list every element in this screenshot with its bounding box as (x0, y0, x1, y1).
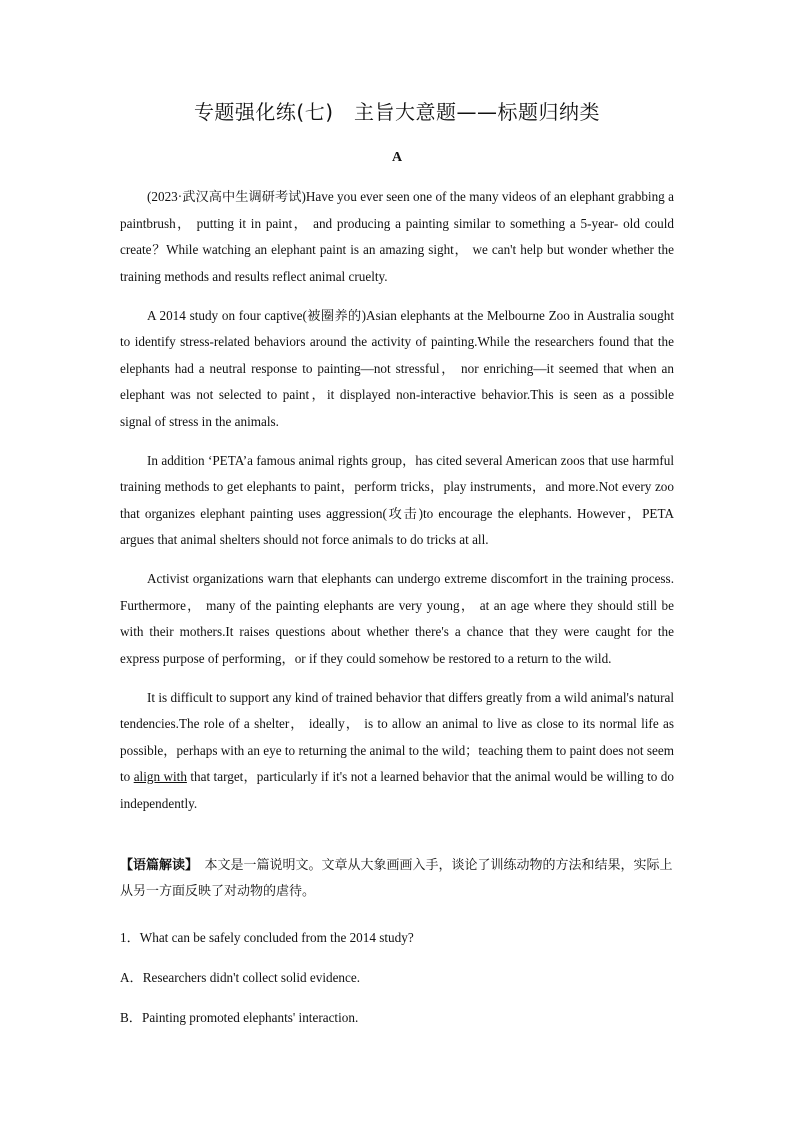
passage-analysis (120, 853, 680, 905)
option-a: A．Researchers didn't collect solid evidence. (120, 970, 361, 985)
paragraph-5-text-before: It is difficult to support any kind of trained behavior that differs greatly from a wild animal's natural tendencies.The role of a shelter， ideally， is to allow an animal to live as close to its normal life as possible，perhaps with an eye to returning the animal to the wild；teaching them to paint does not seem to (120, 689, 674, 784)
paragraph-5-text-after: that target，particularly if it's not a learned behavior that the animal would be willing to do independently. (120, 769, 674, 811)
analysis-tag: 【语篇解读】 (120, 858, 192, 873)
section-label: A (391, 150, 403, 165)
paragraph-5 (120, 685, 674, 818)
paragraph-2-text: A 2014 study on four captive(被圈养的)Asian elephants at the Melbourne Zoo in Australia sought to identify stress-related behaviors around the activity of painting.While the researchers found that the elephants had a neutral response to painting—not stressful， nor enriching—it seemed that when an elephant was not selected to paint，it displayed non-interactive behavior.This is seen as a possible signal of stress in the animals. (120, 307, 674, 429)
paragraph-1-text: (2023·武汉高中生调研考试)Have you ever seen one of the many videos of an elephant grabbing a paintbrush， putting it in paint， and producing a painting similar to something a 5-year- old could create？While watching an elephant paint is an amazing sight， we can't help but wonder whether the training methods and results reflect animal cruelty. (120, 189, 674, 284)
option-b: B．Painting promoted elephants' interaction. (120, 1010, 359, 1025)
paragraph-1 (120, 184, 674, 290)
paragraph-2 (120, 303, 674, 436)
paragraph-3-text: In addition ‘PETA’a famous animal rights group，has cited several American zoos that use harmful training methods to get elephants to paint，perform tricks，play instruments，and more.Not every zoo that organizes elephant painting uses aggression(攻击)to encourage the elephants. However，PETA argues that animal shelters should not force animals to do tricks at all. (120, 452, 674, 547)
paragraph-4 (120, 566, 674, 672)
underlined-phrase: align with (133, 769, 187, 784)
paragraph-4-text: Activist organizations warn that elephants can undergo extreme discomfort in the training process. Furthermore， many of the painting elephants are very young， at an age where they should still be with their mothers.It raises questions about whether there's a chance that they were caught for the express purpose of performing，or if they could somehow be restored to a return to the wild. (120, 571, 674, 666)
paragraph-3 (120, 448, 674, 554)
question-1: 1．What can be safely concluded from the 2014 study? (120, 930, 414, 945)
analysis-text: 本文是一篇说明文。文章从大象画画入手，谈论了训练动物的方法和结果，实际上从另一方面反映了对动物的虐待。 (120, 858, 673, 899)
passage-body (120, 184, 674, 830)
page-title: 专题强化练(七) 主旨大意题——标题归纳类 (193, 100, 601, 124)
